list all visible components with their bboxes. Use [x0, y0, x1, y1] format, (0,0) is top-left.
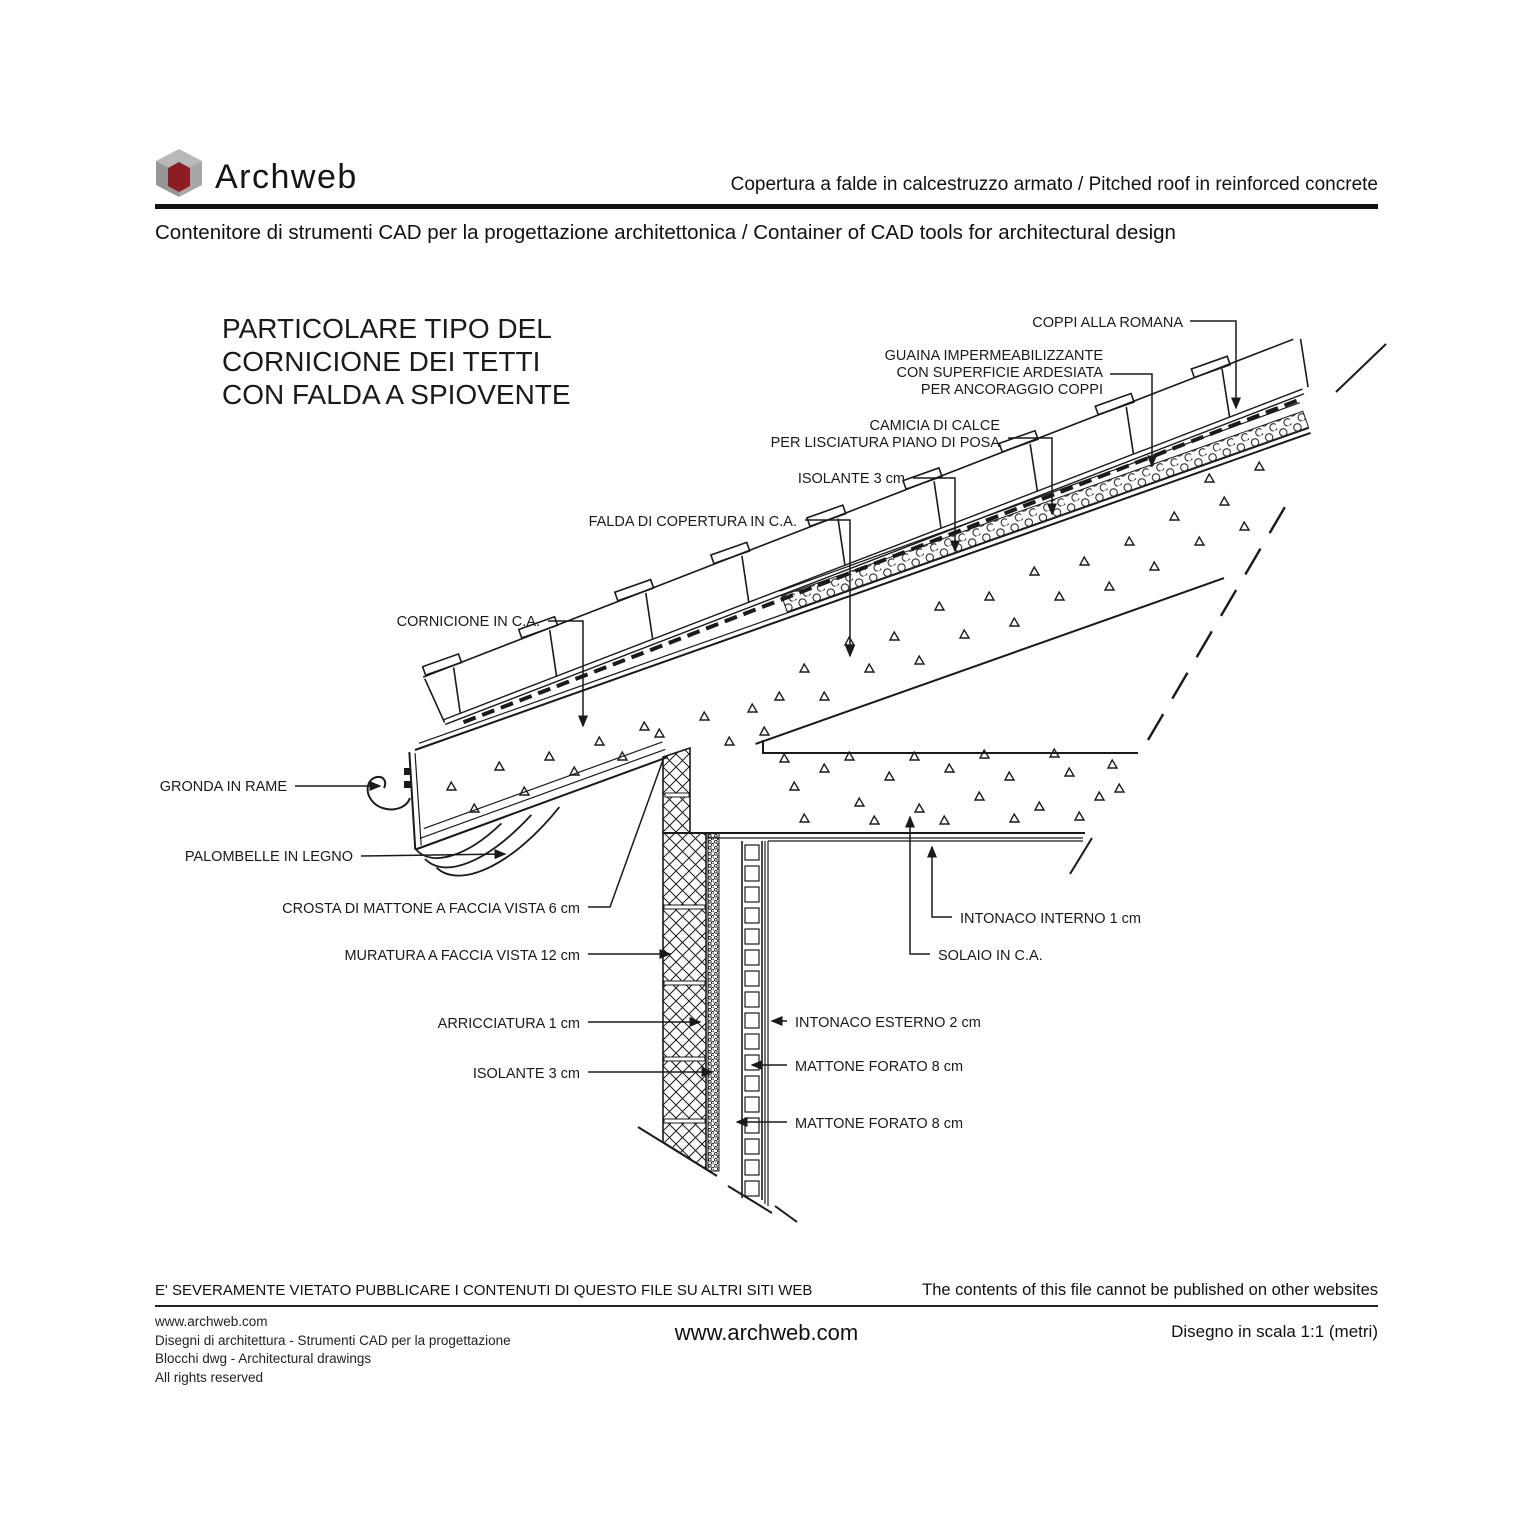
diagonal-break-dashed	[1148, 495, 1292, 740]
mortar-joint	[664, 905, 705, 909]
label-gronda: GRONDA IN RAME	[159, 779, 287, 795]
drawing-title-line3: CON FALDA A SPIOVENTE	[222, 379, 571, 410]
mortar-joint	[664, 1119, 705, 1123]
tiles-top-line	[414, 339, 1303, 677]
footer-line2: Disegni di architettura - Strumenti CAD per la progettazione	[155, 1332, 511, 1348]
brick-break-slash	[775, 1206, 797, 1222]
cornice-outer-face	[384, 752, 441, 850]
label-cornicione: CORNICIONE IN C.A.	[396, 614, 540, 630]
wall-section	[663, 748, 768, 1206]
mortar-joint	[664, 1057, 705, 1061]
floor-slab	[663, 740, 1138, 841]
label-guaina-1: GUAINA IMPERMEABILIZZANTE	[884, 348, 1103, 364]
label-falda: FALDA DI COPERTURA IN C.A.	[588, 514, 797, 530]
footer-site-center: www.archweb.com	[674, 1320, 859, 1345]
plaster-end-slash	[1070, 838, 1092, 874]
tile-left-end	[425, 677, 445, 724]
footer-divider	[155, 1305, 1378, 1307]
label-intonaco-esterno: INTONACO ESTERNO 2 cm	[795, 1015, 981, 1031]
label-solaio: SOLAIO IN C.A.	[938, 948, 1043, 964]
wall-insulation-strip	[708, 833, 719, 1171]
slab-underside-line	[756, 578, 1224, 744]
footer-notice-row	[155, 1281, 1378, 1300]
gutter	[368, 768, 411, 809]
gutter-profile	[368, 777, 410, 810]
label-intonaco-interno: INTONACO INTERNO 1 cm	[960, 911, 1141, 927]
label-isolante-wall: ISOLANTE 3 cm	[472, 1066, 580, 1082]
roof-end-break	[1336, 344, 1386, 392]
label-isolante-roof: ISOLANTE 3 cm	[797, 471, 905, 487]
cornice-bottom-edge	[414, 757, 669, 850]
camicia-line	[779, 403, 1302, 591]
footer-site: www.archweb.com	[155, 1314, 268, 1329]
concrete-fill	[447, 462, 1264, 824]
label-palombelle: PALOMBELLE IN LEGNO	[184, 849, 353, 865]
label-muratura: MURATURA A FACCIA VISTA 12 cm	[344, 948, 580, 964]
brand-name: Archweb	[215, 158, 358, 196]
drawing-title-line1: PARTICOLARE TIPO DEL	[222, 313, 552, 344]
mortar-joint	[665, 793, 689, 797]
label-arricciatura: ARRICCIATURA 1 cm	[437, 1016, 580, 1032]
slab-top-line	[763, 740, 1138, 753]
label-guaina-2: CON SUPERFICIE ARDESIATA	[896, 365, 1103, 381]
brick-crust-column	[663, 748, 690, 833]
label-mattone-2: MATTONE FORATO 8 cm	[795, 1116, 964, 1132]
footer-notice-it: E' SEVERAMENTE VIETATO PUBBLICARE I CONTENUTI DI QUESTO FILE SU ALTRI SITI WEB	[155, 1282, 813, 1299]
mortar-joint	[664, 981, 705, 985]
footer-scale: Disegno in scala 1:1 (metri)	[1171, 1322, 1378, 1341]
break-lines	[638, 344, 1386, 1222]
tile-right-end	[1292, 339, 1317, 387]
label-camicia-2: PER LISCIATURA PIANO DI POSA	[770, 435, 1000, 451]
label-crosta: CROSTA DI MATTONE A FACCIA VISTA 6 cm	[282, 901, 580, 917]
leader-guaina	[1110, 374, 1152, 466]
label-mattone-1: MATTONE FORATO 8 cm	[795, 1059, 964, 1075]
label-guaina-3: PER ANCORAGGIO COPPI	[920, 382, 1103, 398]
page-subtitle: Contenitore di strumenti CAD per la progettazione architettonica / Container of CAD tools for architectural design	[155, 221, 1176, 244]
page-title: Copertura a falde in calcestruzzo armato / Pitched roof in reinforced concrete	[730, 174, 1378, 195]
gutter-bracket-1	[404, 768, 411, 775]
footer-notice-en: The contents of this file cannot be published on other websites	[922, 1281, 1378, 1299]
hollow-brick-column	[742, 841, 762, 1200]
palombelle-corbels	[417, 800, 571, 888]
label-camicia-1: CAMICIA DI CALCE	[869, 418, 1000, 434]
drawing-title-line2: CORNICIONE DEI TETTI	[222, 346, 541, 377]
footer-line4: All rights reserved	[155, 1369, 264, 1385]
label-coppi: COPPI ALLA ROMANA	[1032, 315, 1183, 331]
leader-intonaco-interno	[932, 847, 952, 917]
gutter-bracket-2	[404, 781, 411, 788]
footer-line3: Blocchi dwg - Architectural drawings	[155, 1351, 372, 1366]
